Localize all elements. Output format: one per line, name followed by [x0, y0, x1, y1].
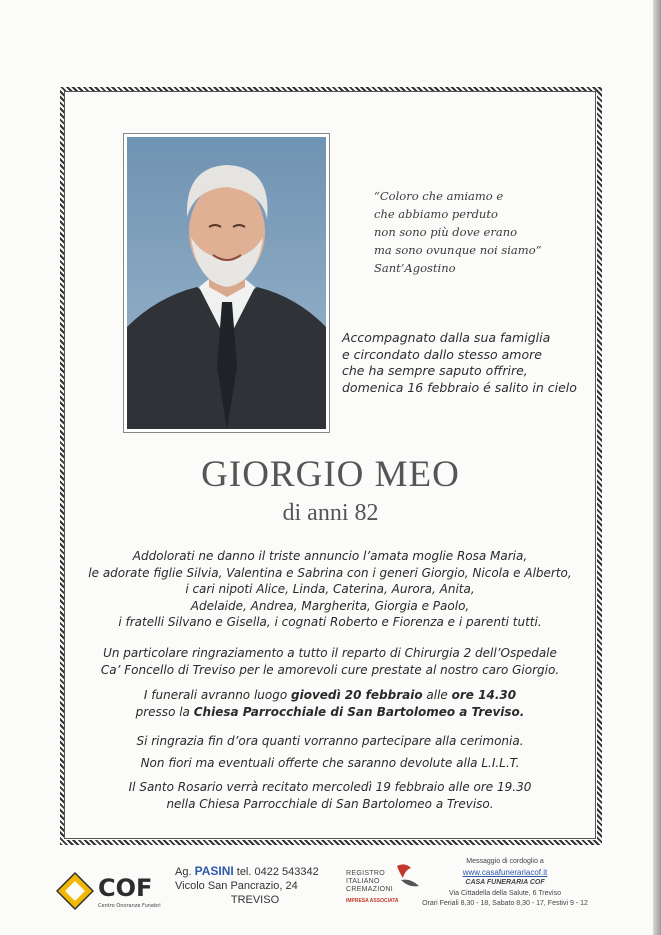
agency-phone: tel. 0422 543342	[233, 866, 319, 878]
condolence-website-link[interactable]: www.casafunerariacof.it	[462, 867, 548, 877]
cof-logo-icon	[56, 872, 94, 910]
funeral-time: ore 14.30	[451, 688, 517, 702]
family-line: i cari nipoti Alice, Linda, Caterina, Aurora, Anita,	[185, 582, 475, 597]
announcement-block	[342, 330, 592, 396]
flowers-line: Non fiori ma eventuali offerte che saranno devolute alla L.I.L.T.	[140, 756, 520, 770]
rosary-line: nella Chiesa Parrocchiale di San Bartolomeo a Treviso.	[166, 796, 494, 811]
family-line: Adelaide, Andrea, Margherita, Giorgia e Paolo,	[190, 598, 470, 613]
agency-address: Vicolo San Pancrazio, 24	[175, 880, 298, 892]
registry-associated: IMPRESA ASSOCIATA	[346, 898, 399, 904]
portrait-photo	[123, 133, 330, 433]
quote-line: non sono più dove erano	[374, 225, 518, 239]
funeral-home-name: CASA FUNERARIA COF	[465, 879, 545, 886]
funeral-place-line	[70, 704, 590, 721]
funeral-home-block	[405, 857, 605, 910]
funeral-text: I funerali avranno luogo	[143, 688, 292, 702]
deceased-name: GIORGIO MEO	[201, 454, 460, 495]
funeral-text: alle	[422, 688, 452, 702]
footer	[0, 848, 661, 935]
rosary-block	[70, 779, 590, 812]
family-line: i fratelli Silvano e Gisella, i cognati Roberto e Fiorenza e i parenti tutti.	[118, 615, 542, 630]
family-line: Addolorati ne danno il triste annuncio l’amata moglie Rosa Maria,	[132, 549, 528, 563]
condolence-label: Messaggio di cordoglio a	[466, 858, 544, 865]
registry-text	[346, 870, 393, 894]
funeral-date: giovedì 20 febbraio	[291, 688, 423, 702]
registry-line: REGISTRO	[346, 870, 385, 877]
thanks-line: Un particolare ringraziamento a tutto il reparto di Chirurgia 2 dell’Ospedale	[103, 646, 557, 660]
funeral-date-line	[70, 687, 590, 704]
agency-prefix: Ag.	[175, 866, 195, 878]
family-block	[70, 548, 590, 631]
announcement-line: che ha sempre saputo offrire,	[342, 363, 528, 378]
quote-block	[374, 187, 584, 277]
agency-header	[175, 864, 335, 879]
registry-line: ITALIANO	[346, 878, 380, 885]
quote-author: Sant’Agostino	[374, 261, 456, 275]
portrait-image	[127, 137, 326, 429]
cof-name: COF	[98, 874, 153, 902]
quote-line: che abbiamo perduto	[374, 207, 498, 221]
quote-line: ma sono ovunque noi siamo”	[374, 243, 542, 257]
funeral-text: presso la	[135, 704, 194, 719]
agency-name: PASINI	[194, 864, 234, 878]
quote-line: “Coloro che amiamo e	[374, 189, 504, 203]
funeral-place: Chiesa Parrocchiale di San Bartolomeo a Treviso.	[193, 704, 525, 719]
announcement-line: Accompagnato dalla sua famiglia	[342, 330, 551, 345]
rosary-line: Il Santo Rosario verrà recitato mercoledì 19 febbraio alle ore 19.30	[128, 780, 532, 794]
agency-block	[175, 864, 335, 907]
registry-line: CREMAZIONI	[346, 886, 393, 893]
deceased-age: di anni 82	[282, 500, 379, 526]
funeral-block	[70, 687, 590, 720]
participation-line: Si ringrazia fin d’ora quanti vorranno partecipare alla cerimonia.	[136, 734, 524, 748]
announcement-line: domenica 16 febbraio é salito in cielo	[342, 379, 577, 395]
announcement-line: e circondato dallo stesso amore	[342, 346, 542, 362]
cof-subtitle: Centro Onoranze Funebri	[98, 903, 161, 909]
family-line: le adorate figlie Silvia, Valentina e Sabrina con i generi Giorgio, Nicola e Alberto,	[88, 565, 572, 580]
thanks-block	[70, 645, 590, 678]
agency-city: TREVISO	[230, 894, 280, 906]
funeral-home-hours: Orari Feriali 8,30 - 18, Sabato 8,30 - 17, Festivi 9 - 12	[422, 900, 588, 907]
thanks-line: Ca’ Foncello di Treviso per le amorevoli cure prestate al nostro caro Giorgio.	[100, 662, 560, 677]
funeral-home-address: Via Cittadella della Salute, 6 Treviso	[449, 889, 561, 897]
